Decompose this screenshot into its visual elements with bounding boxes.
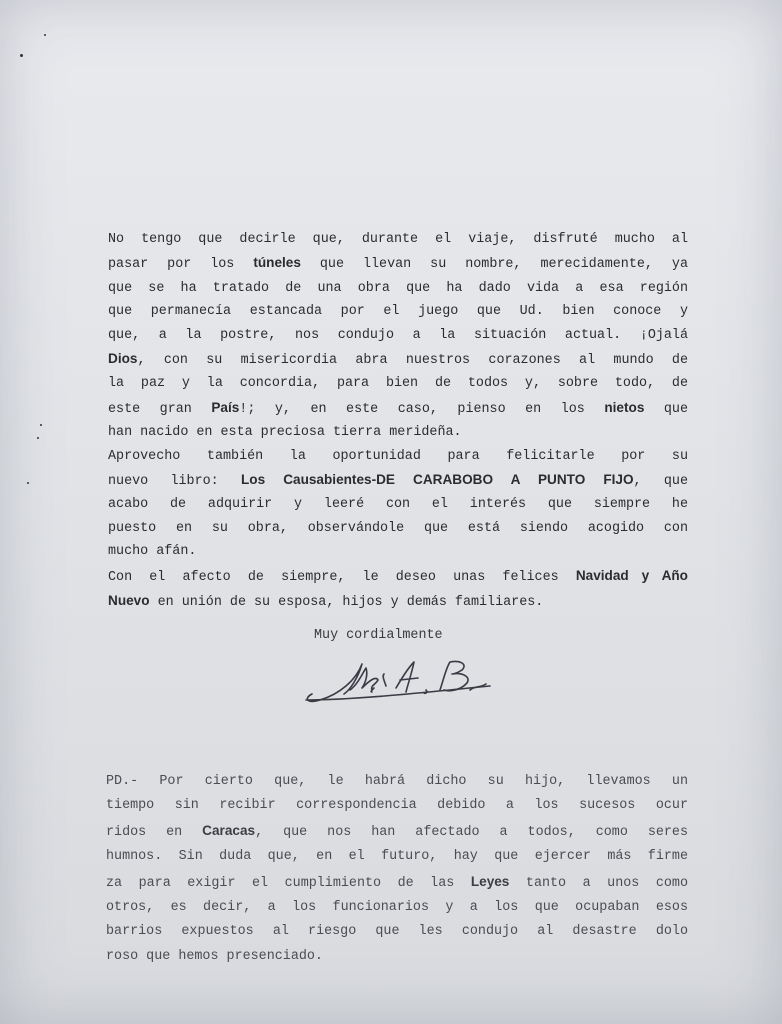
text-run: pasar por los bbox=[108, 257, 254, 273]
text-run: este gran bbox=[108, 401, 212, 417]
bold-phrase: nietos bbox=[604, 399, 645, 415]
text-run: han nacido en esta preciosa tierra merideña. bbox=[108, 425, 462, 441]
text-line bbox=[108, 468, 688, 493]
text-line bbox=[106, 770, 688, 794]
text-run: , con su misericordia abra nuestros corazones al mundo de bbox=[137, 353, 688, 369]
text-line bbox=[108, 589, 688, 614]
postscript bbox=[106, 770, 688, 969]
text-run: Aprovecho también la oportunidad para felicitarle por su bbox=[108, 448, 688, 464]
text-line bbox=[106, 920, 688, 944]
bold-phrase: Navidad y Año bbox=[575, 567, 688, 583]
closing-salutation: Muy cordialmente bbox=[314, 628, 443, 643]
text-line bbox=[108, 493, 688, 516]
text-line bbox=[108, 421, 688, 444]
text-run: barrios expuestos al riesgo que les condujo al desastre dolo bbox=[106, 924, 688, 940]
text-run: tanto a unos como bbox=[509, 875, 688, 891]
paper-speck bbox=[40, 424, 42, 426]
text-line bbox=[108, 347, 688, 372]
text-run: , que nos han afectado a todos, como seres bbox=[255, 824, 688, 840]
text-run: nuevo libro: bbox=[108, 474, 241, 490]
text-run: puesto en su obra, observándole que está siendo acogido con bbox=[108, 520, 688, 536]
text-line bbox=[108, 300, 688, 323]
paragraph-1 bbox=[108, 228, 688, 445]
bold-phrase: País bbox=[211, 399, 240, 415]
text-line bbox=[108, 251, 688, 276]
text-run: roso que hemos presenciado. bbox=[106, 948, 323, 964]
text-run: que, a la postre, nos condujo a la situación actual. ¡Ojalá bbox=[108, 327, 688, 343]
text-line bbox=[108, 372, 688, 395]
text-line bbox=[106, 794, 688, 818]
bold-phrase: Leyes bbox=[470, 873, 510, 889]
paper-speck bbox=[37, 437, 39, 439]
bold-phrase: Nuevo bbox=[108, 593, 150, 609]
text-line bbox=[106, 845, 688, 869]
text-line bbox=[106, 896, 688, 920]
bold-phrase: Dios bbox=[108, 351, 138, 367]
text-run: otros, es decir, a los funcionarios y a los que ocupaban esos bbox=[106, 900, 688, 916]
text-run: mucho afán. bbox=[108, 544, 197, 560]
text-line bbox=[108, 228, 688, 251]
text-run: , que bbox=[633, 474, 688, 490]
text-line bbox=[108, 396, 688, 421]
text-run: ridos en bbox=[106, 824, 203, 840]
text-run: No tengo que decirle que, durante el viaje, disfruté mucho al bbox=[108, 232, 688, 247]
text-run: en unión de su esposa, hijos y demás familiares. bbox=[149, 595, 544, 611]
text-run: !; y, en este caso, pienso en los bbox=[239, 401, 605, 417]
text-line bbox=[106, 819, 688, 845]
text-run: Con el afecto de siempre, le deseo unas felices bbox=[108, 569, 576, 585]
paper-speck bbox=[44, 34, 46, 36]
paper-speck bbox=[27, 482, 29, 484]
text-line bbox=[106, 945, 688, 969]
text-run: que se ha tratado de una obra que ha dado vida a esa región bbox=[108, 280, 688, 296]
bold-phrase: Caracas bbox=[202, 822, 256, 838]
text-run: la paz y la concordia, para bien de todos y, sobre todo, de bbox=[108, 376, 688, 392]
paragraph-2 bbox=[108, 445, 688, 564]
text-run: que permanecía estancada por el juego que Ud. bien conoce y bbox=[108, 304, 688, 320]
text-line bbox=[108, 324, 688, 347]
text-line bbox=[108, 277, 688, 300]
paper-speck bbox=[20, 54, 23, 57]
handwritten-signature bbox=[300, 650, 500, 710]
letter-body bbox=[108, 228, 688, 615]
text-line bbox=[106, 870, 688, 896]
paragraph-3 bbox=[108, 564, 688, 615]
bold-phrase: túneles bbox=[253, 255, 301, 271]
text-run: que llevan su nombre, merecidamente, ya bbox=[300, 257, 688, 273]
text-line bbox=[108, 445, 688, 468]
text-line bbox=[108, 540, 688, 563]
text-run: humnos. Sin duda que, en el futuro, hay que ejercer más firme bbox=[106, 849, 688, 865]
text-run: que bbox=[644, 401, 688, 417]
text-line bbox=[108, 564, 688, 589]
text-run: acabo de adquirir y leeré con el interés que siempre he bbox=[108, 497, 688, 513]
bold-phrase: Los Causabientes-DE CARABOBO A PUNTO FIJO bbox=[240, 472, 634, 488]
text-run: tiempo sin recibir correspondencia debido a los sucesos ocur bbox=[106, 798, 688, 814]
text-line bbox=[108, 517, 688, 540]
text-run: PD.- Por cierto que, le habrá dicho su hijo, llevamos un bbox=[106, 774, 688, 789]
text-run: za para exigir el cumplimiento de las bbox=[106, 875, 471, 891]
